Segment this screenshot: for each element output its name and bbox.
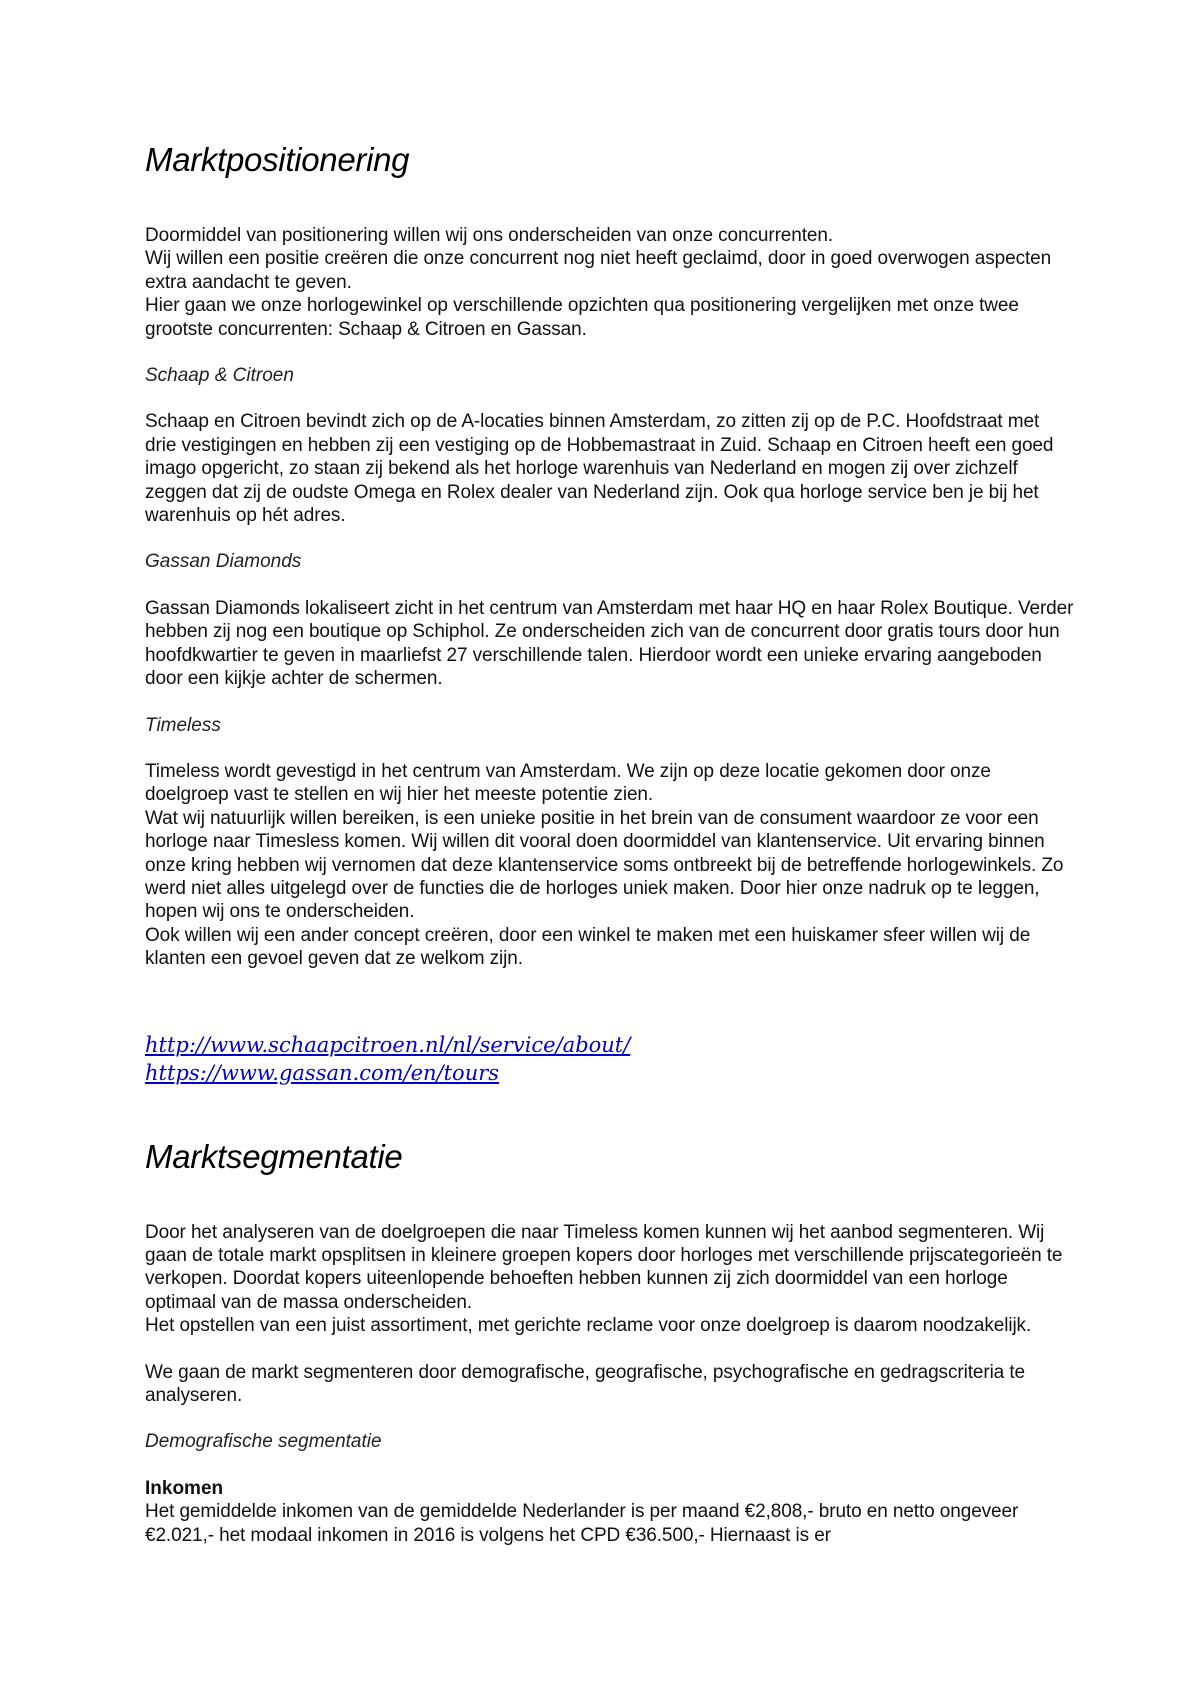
heading-inkomen: Inkomen — [145, 1477, 224, 1499]
document-content — [145, 140, 1075, 1547]
subheading-gassan-diamonds: Gassan Diamonds — [145, 551, 302, 573]
paragraph-timeless-3: Ook willen wij een ander concept creëren, door een winkel te maken met een huiskamer sfeer willen wij de klanten een gevoel geven dat ze welkom zijn. — [145, 924, 1031, 970]
intro-line-3: Hier gaan we onze horlogewinkel op verschillende opzichten qua positionering vergelijken met onze twee grootste concurrenten: Schaap & Citroen en Gassan. — [145, 295, 1019, 340]
spacer — [145, 691, 1075, 714]
paragraph-segmentatie-2: Het opstellen van een juist assortiment, met gerichte reclame voor onze doelgroep is daarom noodzakelijk. — [145, 1315, 1032, 1337]
spacer — [145, 1338, 1075, 1361]
section-title-marktpositionering: Marktpositionering — [145, 141, 410, 178]
section-title-marktsegmentatie: Marktsegmentatie — [145, 1137, 403, 1175]
paragraph-inkomen: Het gemiddelde inkomen van de gemiddelde Nederlander is per maand €2,808,- bruto en netto ongeveer €2.021,- het modaal inkomen in 2016 is volgens het CPD €36.500,- Hiernaast is er — [145, 1501, 1019, 1546]
paragraph-segmentatie-1: Door het analyseren van de doelgroepen die naar Timeless komen kunnen wij het aanbod segmenteren. Wij gaan de totale markt opsplitsen in kleinere groepen kopers door horloges met verschillende prijscategorieën te verkopen. Doordat kopers uiteenlopende behoeften hebben kunnen zij zich doormiddel van een horloge optimaal van de massa onderscheiden. — [145, 1221, 1063, 1313]
intro-line-1: Doormiddel van positionering willen wij ons onderscheiden van onze concurrenten. — [145, 225, 834, 246]
link-schaapcitroen[interactable]: http://www.schaapcitroen.nl/nl/service/about/ — [145, 1032, 631, 1057]
subheading-demografische-segmentatie: Demografische segmentatie — [145, 1431, 382, 1453]
paragraph-timeless-2: Wat wij natuurlijk willen bereiken, is een unieke positie in het brein van de consument waardoor ze voor een horloge naar Timesless komen. Wij willen dit vooral doen doormiddel van klantenservice. Uit ervaring binnen onze kring hebben wij vernomen dat deze klantenservice soms ontbreekt bij de betreffende horlogewinkels. Zo werd niet alles uitgelegd over de functies die de horloges uniek maken. Door hier onze nadruk op te leggen, hopen wij ons te onderscheiden. — [145, 807, 1064, 923]
subheading-timeless: Timeless — [145, 714, 221, 736]
spacer — [145, 341, 1075, 364]
intro-line-2: Wij willen een positie creëren die onze concurrent nog niet heeft geclaimd, door in goed overwogen aspecten extra aandacht te geven. — [145, 248, 1052, 293]
spacer — [145, 527, 1075, 550]
paragraph-criteria: We gaan de markt segmenteren door demografische, geografische, psychografische en gedragscriteria te analyseren. — [145, 1361, 1025, 1406]
source-links — [145, 1031, 1075, 1087]
paragraph-timeless-1: Timeless wordt gevestigd in het centrum van Amsterdam. We zijn op deze locatie gekomen door onze doelgroep vast te stellen en wij hier het meeste potentie zien. — [145, 760, 991, 806]
paragraph-gassan-diamonds: Gassan Diamonds lokaliseert zicht in het centrum van Amsterdam met haar HQ en haar Rolex Boutique. Verder hebben zij nog een boutique op Schiphol. Ze onderscheiden zich van de concurrent door gratis tours door hun hoofdkwartier te geven in maarliefst 27 verschillende talen. Hierdoor wordt een unieke ervaring aangeboden door een kijkje achter de schermen. — [145, 597, 1074, 690]
spacer — [145, 1407, 1075, 1430]
paragraph-schaap-citroen: Schaap en Citroen bevindt zich op de A-locaties binnen Amsterdam, zo zitten zij op de P.C. Hoofdstraat met drie vestigingen en hebben zij een vestiging op de Hobbemastraat in Zuid. Schaap en Citroen heeft een goed imago opgericht, zo staan zij bekend als het horloge warenhuis van Nederland en mogen zij over zichzelf zeggen dat zij de oudste Omega en Rolex dealer van Nederland zijn. Ook qua horloge service ben je bij het warenhuis op hét adres. — [145, 411, 1054, 527]
subheading-schaap-citroen: Schaap & Citroen — [145, 365, 294, 387]
link-gassan-tours[interactable]: https://www.gassan.com/en/tours — [145, 1060, 500, 1085]
